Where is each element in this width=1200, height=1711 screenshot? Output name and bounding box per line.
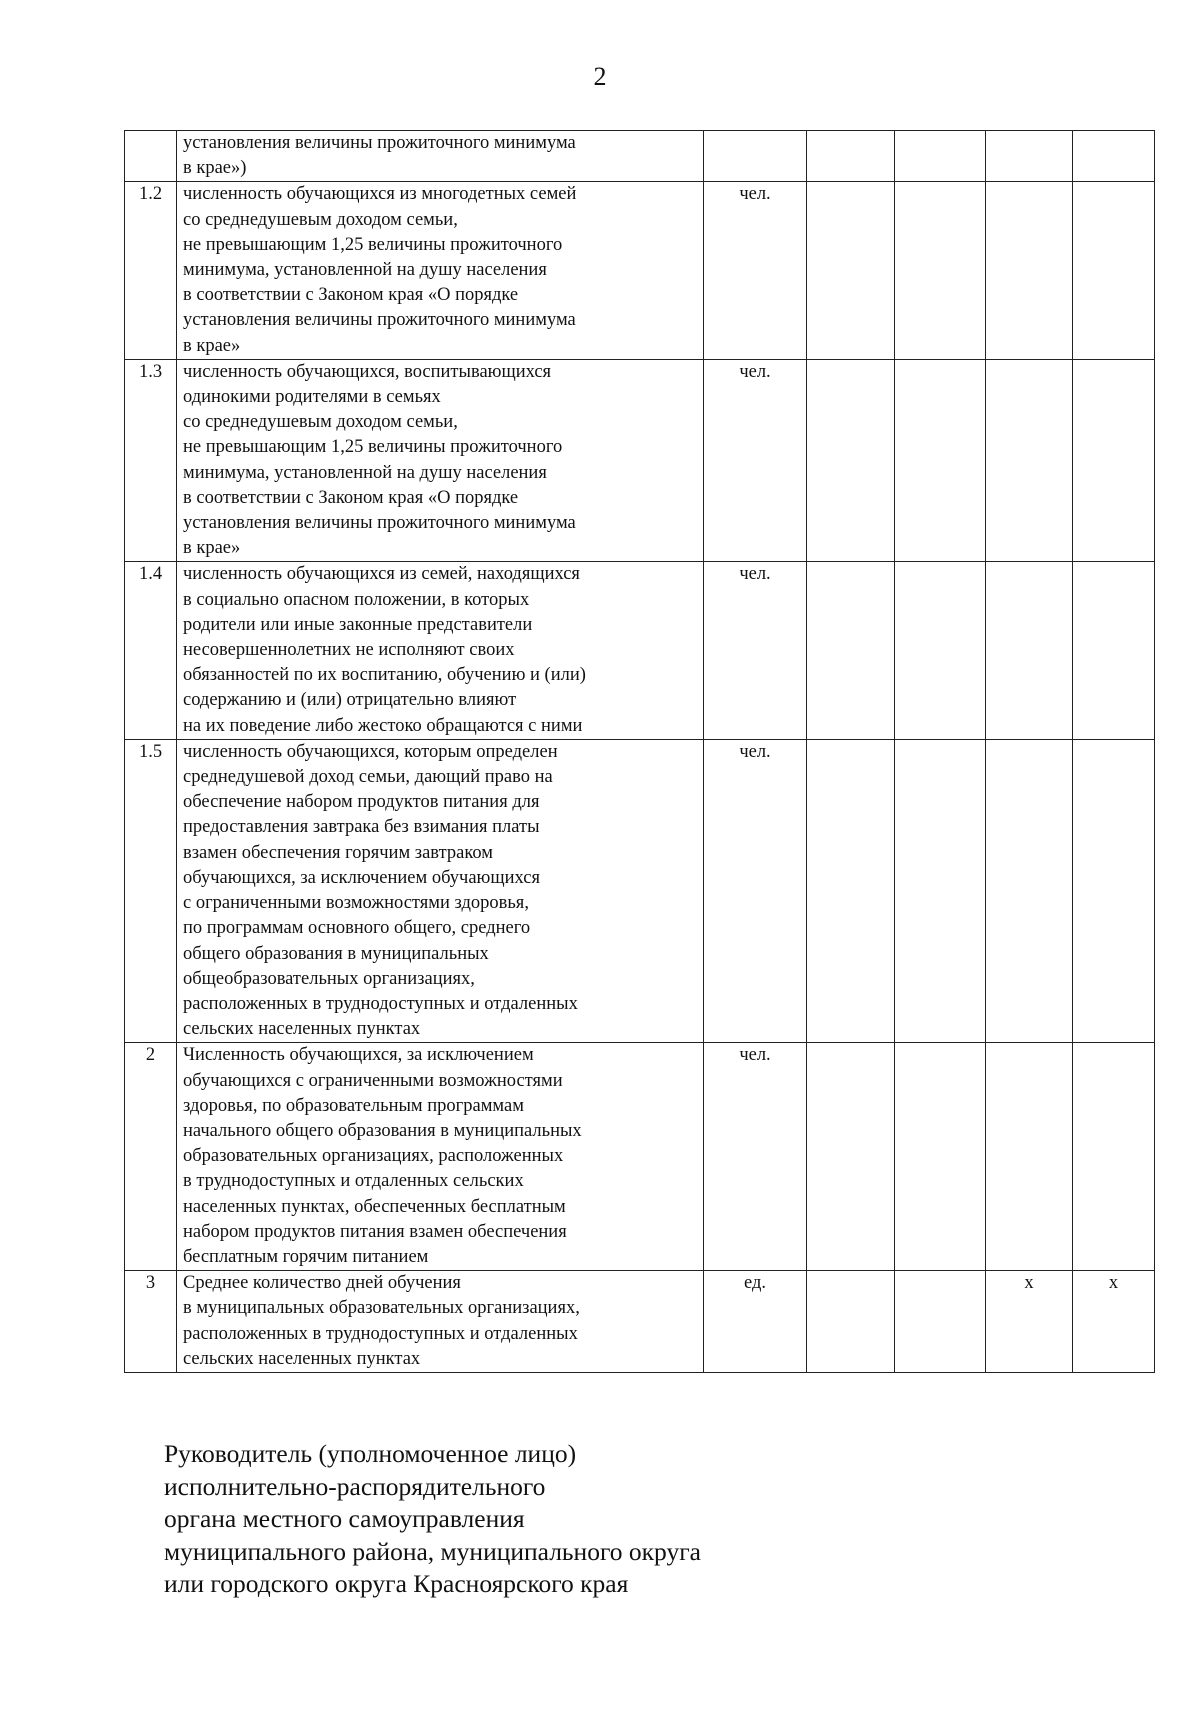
- row-value: [895, 1043, 986, 1271]
- row-value: [807, 182, 895, 359]
- row-value: [986, 182, 1073, 359]
- row-value: х: [1073, 1271, 1155, 1373]
- table-row: [125, 562, 1155, 739]
- row-unit: чел.: [704, 359, 807, 562]
- row-value: [807, 1043, 895, 1271]
- row-description: численность обучающихся из многодетных семей со среднедушевым доходом семьи, не превышающим 1,25 величины прожиточного минимума, установленной на душу населения в соответствии с Законом края «О порядке установления величины прожиточного минимума в крае»: [177, 182, 704, 359]
- row-value: [1073, 1043, 1155, 1271]
- row-description: Численность обучающихся, за исключением обучающихся с ограниченными возможностями здоровья, по образовательным программам начального общего образования в муниципальных образовательных организациях, расположенных в труднодоступных и отдаленных сельских населенных пунктах, обеспеченных бесплатным набором продуктов питания взамен обеспечения бесплатным горячим питанием: [177, 1043, 704, 1271]
- row-value: [1073, 562, 1155, 739]
- table-row: [125, 359, 1155, 562]
- table-row: [125, 739, 1155, 1042]
- row-number: 1.5: [125, 739, 177, 1042]
- row-value: [895, 739, 986, 1042]
- report-table: [124, 130, 1155, 1373]
- row-value: [895, 1271, 986, 1373]
- row-value: [1073, 131, 1155, 182]
- row-unit: чел.: [704, 1043, 807, 1271]
- row-value: [807, 359, 895, 562]
- row-description: численность обучающихся, которым определен среднедушевой доход семьи, дающий право на обеспечение набором продуктов питания для предоставления завтрака без взимания платы взамен обеспечения горячим завтраком обучающихся, за исключением обучающихся с ограниченными возможностями здоровья, по программам основного общего, среднего общего образования в муниципальных общеобразовательных организациях, расположенных в труднодоступных и отдаленных сельских населенных пунктах: [177, 739, 704, 1042]
- row-value: [895, 562, 986, 739]
- row-value: [895, 182, 986, 359]
- table-row: [125, 182, 1155, 359]
- row-value: [807, 739, 895, 1042]
- row-unit: ед.: [704, 1271, 807, 1373]
- row-unit: чел.: [704, 562, 807, 739]
- row-unit: [704, 131, 807, 182]
- row-description: Среднее количество дней обучения в муниципальных образовательных организациях, расположенных в труднодоступных и отдаленных сельских населенных пунктах: [177, 1271, 704, 1373]
- row-unit: чел.: [704, 739, 807, 1042]
- page-number: 2: [593, 62, 607, 91]
- row-description: численность обучающихся из семей, находящихся в социально опасном положении, в которых родители или иные законные представители несовершеннолетних не исполняют своих обязанностей по их воспитанию, обучению и (или) содержанию и (или) отрицательно влияют на их поведение либо жестоко обращаются с ними: [177, 562, 704, 739]
- row-number: [125, 131, 177, 182]
- row-value: [986, 131, 1073, 182]
- row-number: 2: [125, 1043, 177, 1271]
- row-value: [986, 739, 1073, 1042]
- row-value: х: [986, 1271, 1073, 1373]
- row-number: 1.2: [125, 182, 177, 359]
- signature-block: Руководитель (уполномоченное лицо) исполнительно-распорядительного органа местного самоуправления муниципального района, муниципального округа или городского округа Красноярского края: [164, 1439, 701, 1599]
- row-value: [1073, 739, 1155, 1042]
- row-value: [807, 562, 895, 739]
- table-row: [125, 131, 1155, 182]
- row-value: [895, 359, 986, 562]
- row-number: 3: [125, 1271, 177, 1373]
- table-row: [125, 1043, 1155, 1271]
- row-value: [807, 131, 895, 182]
- row-number: 1.4: [125, 562, 177, 739]
- row-unit: чел.: [704, 182, 807, 359]
- row-value: [1073, 359, 1155, 562]
- row-description: численность обучающихся, воспитывающихся одинокими родителями в семьях со среднедушевым доходом семьи, не превышающим 1,25 величины прожиточного минимума, установленной на душу населения в соответствии с Законом края «О порядке установления величины прожиточного минимума в крае»: [177, 359, 704, 562]
- row-value: [807, 1271, 895, 1373]
- row-value: [1073, 182, 1155, 359]
- row-value: [986, 359, 1073, 562]
- row-number: 1.3: [125, 359, 177, 562]
- row-value: [986, 562, 1073, 739]
- row-description: установления величины прожиточного минимума в крае»): [177, 131, 704, 182]
- row-value: [986, 1043, 1073, 1271]
- table-row: [125, 1271, 1155, 1373]
- row-value: [895, 131, 986, 182]
